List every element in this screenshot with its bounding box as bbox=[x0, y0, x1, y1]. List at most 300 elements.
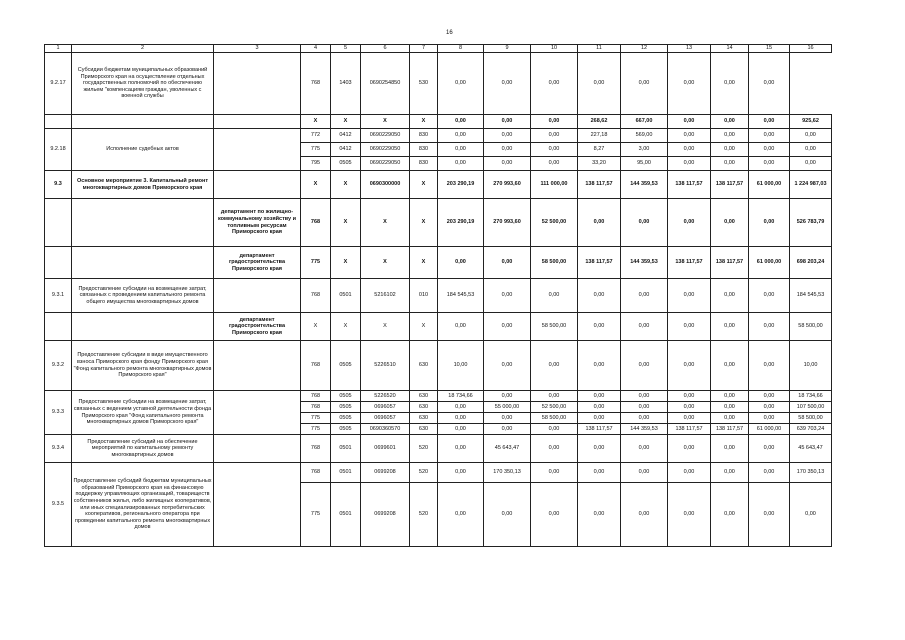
value-cell: 0,00 bbox=[621, 483, 668, 547]
value-cell: 203 290,19 bbox=[438, 199, 484, 247]
value-cell: 111 000,00 bbox=[531, 171, 578, 199]
value-cell: 10,00 bbox=[790, 341, 832, 391]
value-cell: 768 bbox=[301, 341, 331, 391]
value-cell: 61 000,00 bbox=[749, 424, 790, 435]
value-cell: 138 117,57 bbox=[668, 247, 711, 279]
table-row bbox=[45, 391, 832, 402]
value-cell: 0,00 bbox=[484, 247, 531, 279]
value-cell: 3,00 bbox=[621, 143, 668, 157]
value-cell: 0,00 bbox=[711, 391, 749, 402]
value-cell: 925,62 bbox=[790, 115, 832, 129]
value-cell: 0,00 bbox=[668, 279, 711, 313]
value-cell: 0,00 bbox=[531, 391, 578, 402]
value-cell: 0,00 bbox=[711, 129, 749, 143]
value-cell: 0501 bbox=[331, 463, 361, 483]
value-cell: 0696057 bbox=[361, 402, 410, 413]
value-cell: 0,00 bbox=[668, 313, 711, 341]
value-cell: 526 783,79 bbox=[790, 199, 832, 247]
responsible-cell bbox=[214, 171, 301, 199]
value-cell: 0,00 bbox=[578, 463, 621, 483]
value-cell: 1 224 987,03 bbox=[790, 171, 832, 199]
value-cell: 0,00 bbox=[749, 413, 790, 424]
responsible-cell bbox=[214, 279, 301, 313]
header-cell: 11 bbox=[578, 45, 621, 53]
value-cell: 61 000,00 bbox=[749, 171, 790, 199]
value-cell: 138 117,57 bbox=[711, 171, 749, 199]
value-cell: X bbox=[331, 171, 361, 199]
value-cell: 639 703,24 bbox=[790, 424, 832, 435]
value-cell: 0412 bbox=[331, 129, 361, 143]
value-cell: X bbox=[410, 313, 438, 341]
value-cell: 0,00 bbox=[578, 199, 621, 247]
responsible-cell bbox=[214, 129, 301, 171]
item-name-empty bbox=[72, 199, 214, 247]
item-number-empty bbox=[45, 247, 72, 279]
item-number-empty bbox=[45, 115, 72, 129]
value-cell: 0,00 bbox=[711, 413, 749, 424]
value-cell: 33,20 bbox=[578, 157, 621, 171]
responsible-cell bbox=[214, 341, 301, 391]
value-cell: 795 bbox=[301, 157, 331, 171]
value-cell: 138 117,57 bbox=[668, 424, 711, 435]
value-cell: 0,00 bbox=[578, 483, 621, 547]
header-cell: 10 bbox=[531, 45, 578, 53]
header-cell: 1 bbox=[45, 45, 72, 53]
header-cell: 7 bbox=[410, 45, 438, 53]
value-cell: X bbox=[331, 115, 361, 129]
value-cell: 698 203,24 bbox=[790, 247, 832, 279]
responsible-cell: департамент градостроительства Приморского края bbox=[214, 247, 301, 279]
value-cell: 0,00 bbox=[484, 143, 531, 157]
value-cell: 0,00 bbox=[668, 115, 711, 129]
responsible-cell bbox=[214, 463, 301, 547]
value-cell: 830 bbox=[410, 129, 438, 143]
value-cell: 630 bbox=[410, 413, 438, 424]
responsible-cell bbox=[214, 53, 301, 115]
header-cell: 16 bbox=[790, 45, 832, 53]
value-cell: 0505 bbox=[331, 157, 361, 171]
value-cell: 0,00 bbox=[531, 143, 578, 157]
value-cell: 010 bbox=[410, 279, 438, 313]
value-cell: 0,00 bbox=[668, 199, 711, 247]
value-cell: 775 bbox=[301, 483, 331, 547]
value-cell: 630 bbox=[410, 424, 438, 435]
value-cell: 775 bbox=[301, 143, 331, 157]
value-cell: 0,00 bbox=[578, 413, 621, 424]
value-cell: 0,00 bbox=[749, 115, 790, 129]
item-number: 9.3.1 bbox=[45, 279, 72, 313]
value-cell: 138 117,57 bbox=[578, 424, 621, 435]
value-cell: 52 500,00 bbox=[531, 199, 578, 247]
value-cell: 0,00 bbox=[438, 463, 484, 483]
value-cell: 0,00 bbox=[749, 313, 790, 341]
value-cell: 5226520 bbox=[361, 391, 410, 402]
value-cell: 0,00 bbox=[484, 341, 531, 391]
value-cell: 0,00 bbox=[621, 199, 668, 247]
value-cell: 0,00 bbox=[438, 424, 484, 435]
header-cell: 15 bbox=[749, 45, 790, 53]
value-cell: 0,00 bbox=[668, 483, 711, 547]
value-cell: 0,00 bbox=[578, 402, 621, 413]
responsible-cell: департамент по жилищно-коммунальному хозяйству и топливным ресурсам Приморского края bbox=[214, 199, 301, 247]
value-cell: 0,00 bbox=[668, 463, 711, 483]
header-cell: 8 bbox=[438, 45, 484, 53]
value-cell: 0,00 bbox=[484, 53, 531, 115]
value-cell: 0,00 bbox=[711, 199, 749, 247]
value-cell: 0,00 bbox=[621, 53, 668, 115]
value-cell: 0,00 bbox=[531, 53, 578, 115]
value-cell: 630 bbox=[410, 341, 438, 391]
value-cell: 0699601 bbox=[361, 435, 410, 463]
value-cell: 0,00 bbox=[749, 483, 790, 547]
value-cell: 1403 bbox=[331, 53, 361, 115]
value-cell: 0,00 bbox=[578, 279, 621, 313]
value-cell: 0,00 bbox=[749, 435, 790, 463]
value-cell: 8,27 bbox=[578, 143, 621, 157]
value-cell: 52 500,00 bbox=[531, 402, 578, 413]
value-cell: 0690229050 bbox=[361, 157, 410, 171]
table-row bbox=[45, 435, 832, 463]
item-name: Субсидии бюджетам муниципальных образований Приморского края на осуществление отдельных государственных полномочий по обеспечению жильем "компенсациям граждан, уволенных с военной службы bbox=[72, 53, 214, 115]
item-name: Предоставление субсидий бюджетам муниципальных образований Приморского края на финансовую поддержку управляющих организаций, товариществ собственников жилья, либо жилищных кооперативов, или иных специализированных потребительских кооперативов, регионального оператора при проведении капитального ремонта многоквартирных домов bbox=[72, 463, 214, 547]
value-cell: 0,00 bbox=[668, 157, 711, 171]
value-cell: 775 bbox=[301, 413, 331, 424]
value-cell: 0,00 bbox=[621, 463, 668, 483]
value-cell: 772 bbox=[301, 129, 331, 143]
item-name: Предоставление субсидии на возмещение затрат, связанных с проведением капитального ремонта общего имущества многоквартирных домов bbox=[72, 279, 214, 313]
value-cell: 0,00 bbox=[531, 129, 578, 143]
value-cell: 270 993,60 bbox=[484, 171, 531, 199]
header-cell: 9 bbox=[484, 45, 531, 53]
value-cell: 0,00 bbox=[668, 435, 711, 463]
value-cell: 0501 bbox=[331, 435, 361, 463]
responsible-cell bbox=[214, 435, 301, 463]
item-name: Предоставление субсидии в виде имущественного взноса Приморского края фонду Приморского края "Фонд капитального ремонта многоквартирных домов Приморского края" bbox=[72, 341, 214, 391]
item-name: Исполнение судебных актов bbox=[72, 129, 214, 171]
value-cell: 0412 bbox=[331, 143, 361, 157]
value-cell: 0,00 bbox=[711, 157, 749, 171]
value-cell: 630 bbox=[410, 391, 438, 402]
value-cell: 0,00 bbox=[790, 157, 832, 171]
table-row bbox=[45, 171, 832, 199]
value-cell: 0690254850 bbox=[361, 53, 410, 115]
table-row bbox=[45, 129, 832, 143]
value-cell: 268,62 bbox=[578, 115, 621, 129]
value-cell: X bbox=[361, 247, 410, 279]
value-cell: 0,00 bbox=[484, 391, 531, 402]
value-cell: 0,00 bbox=[749, 279, 790, 313]
value-cell: 0,00 bbox=[484, 424, 531, 435]
value-cell: 0,00 bbox=[668, 129, 711, 143]
item-name-empty bbox=[72, 115, 214, 129]
value-cell: 58 500,00 bbox=[531, 247, 578, 279]
value-cell: 667,00 bbox=[621, 115, 668, 129]
value-cell: 0,00 bbox=[711, 483, 749, 547]
value-cell: 144 359,53 bbox=[621, 247, 668, 279]
item-number: 9.3.3 bbox=[45, 391, 72, 435]
value-cell: 170 350,13 bbox=[484, 463, 531, 483]
value-cell: 0,00 bbox=[668, 143, 711, 157]
item-number-empty bbox=[45, 199, 72, 247]
value-cell: 520 bbox=[410, 435, 438, 463]
value-cell: 0,00 bbox=[749, 391, 790, 402]
value-cell: 0,00 bbox=[438, 402, 484, 413]
value-cell: 5216102 bbox=[361, 279, 410, 313]
item-name-empty bbox=[72, 313, 214, 341]
value-cell: X bbox=[331, 199, 361, 247]
value-cell: X bbox=[331, 313, 361, 341]
value-cell: 830 bbox=[410, 143, 438, 157]
value-cell: 630 bbox=[410, 402, 438, 413]
value-cell: 768 bbox=[301, 391, 331, 402]
value-cell: X bbox=[361, 313, 410, 341]
value-cell: 520 bbox=[410, 483, 438, 547]
value-cell: 0,00 bbox=[484, 313, 531, 341]
value-cell: 0,00 bbox=[438, 115, 484, 129]
value-cell: 0,00 bbox=[484, 115, 531, 129]
responsible-cell bbox=[214, 391, 301, 435]
table-row bbox=[45, 199, 832, 247]
item-number: 9.3.5 bbox=[45, 463, 72, 547]
value-cell: 18 734,66 bbox=[438, 391, 484, 402]
value-cell: 768 bbox=[301, 463, 331, 483]
value-cell: 0,00 bbox=[531, 483, 578, 547]
header-cell: 5 bbox=[331, 45, 361, 53]
value-cell: 0,00 bbox=[749, 143, 790, 157]
header-cell: 14 bbox=[711, 45, 749, 53]
value-cell: 768 bbox=[301, 53, 331, 115]
table-row bbox=[45, 463, 832, 483]
value-cell: 0,00 bbox=[711, 313, 749, 341]
item-name: Предоставление субсидий на обеспечение мероприятий по капитальному ремонту многоквартирных домов bbox=[72, 435, 214, 463]
value-cell: X bbox=[301, 171, 331, 199]
page-number: 16 bbox=[446, 30, 453, 36]
value-cell: 58 500,00 bbox=[531, 313, 578, 341]
value-cell: 775 bbox=[301, 424, 331, 435]
value-cell: 138 117,57 bbox=[711, 424, 749, 435]
value-cell: 530 bbox=[410, 53, 438, 115]
budget-table bbox=[44, 44, 832, 547]
value-cell: 0505 bbox=[331, 424, 361, 435]
value-cell: 768 bbox=[301, 279, 331, 313]
header-cell: 13 bbox=[668, 45, 711, 53]
value-cell: 0,00 bbox=[484, 413, 531, 424]
item-number: 9.2.18 bbox=[45, 129, 72, 171]
header-row bbox=[45, 45, 832, 53]
value-cell: 0,00 bbox=[438, 157, 484, 171]
value-cell: 0690360570 bbox=[361, 424, 410, 435]
value-cell: 0,00 bbox=[531, 115, 578, 129]
value-cell: 0,00 bbox=[668, 53, 711, 115]
responsible-cell bbox=[214, 115, 301, 129]
value-cell: 107 500,00 bbox=[790, 402, 832, 413]
value-cell: 0696057 bbox=[361, 413, 410, 424]
value-cell: 520 bbox=[410, 463, 438, 483]
value-cell: 0,00 bbox=[578, 391, 621, 402]
value-cell: 184 545,53 bbox=[438, 279, 484, 313]
value-cell: 0,00 bbox=[484, 157, 531, 171]
value-cell: 0,00 bbox=[711, 115, 749, 129]
value-cell: 0,00 bbox=[484, 279, 531, 313]
value-cell: 45 643,47 bbox=[484, 435, 531, 463]
value-cell: 170 350,13 bbox=[790, 463, 832, 483]
value-cell: 0,00 bbox=[438, 53, 484, 115]
value-cell: 18 734,66 bbox=[790, 391, 832, 402]
value-cell: 138 117,57 bbox=[578, 247, 621, 279]
value-cell: 0,00 bbox=[438, 313, 484, 341]
table-row bbox=[45, 115, 832, 129]
header-cell: 4 bbox=[301, 45, 331, 53]
value-cell: 0,00 bbox=[531, 341, 578, 391]
value-cell: 0,00 bbox=[711, 143, 749, 157]
value-cell: 0,00 bbox=[621, 341, 668, 391]
value-cell: 270 993,60 bbox=[484, 199, 531, 247]
value-cell: 58 500,00 bbox=[531, 413, 578, 424]
value-cell: 138 117,57 bbox=[711, 247, 749, 279]
value-cell: 0,00 bbox=[749, 129, 790, 143]
item-number: 9.2.17 bbox=[45, 53, 72, 115]
value-cell: 830 bbox=[410, 157, 438, 171]
header-cell: 6 bbox=[361, 45, 410, 53]
value-cell: 138 117,57 bbox=[578, 171, 621, 199]
value-cell: 0,00 bbox=[484, 483, 531, 547]
value-cell: 0,00 bbox=[668, 402, 711, 413]
value-cell: 58 500,00 bbox=[790, 413, 832, 424]
value-cell: 0,00 bbox=[438, 435, 484, 463]
value-cell: 0,00 bbox=[531, 157, 578, 171]
value-cell: 0505 bbox=[331, 413, 361, 424]
value-cell: 0505 bbox=[331, 391, 361, 402]
value-cell: 0,00 bbox=[438, 247, 484, 279]
value-cell: 0690229050 bbox=[361, 129, 410, 143]
value-cell: 0,00 bbox=[578, 313, 621, 341]
value-cell: 0,00 bbox=[531, 424, 578, 435]
value-cell: 45 643,47 bbox=[790, 435, 832, 463]
value-cell: 0,00 bbox=[749, 402, 790, 413]
value-cell: X bbox=[301, 313, 331, 341]
value-cell: 0,00 bbox=[749, 53, 790, 115]
value-cell: X bbox=[331, 247, 361, 279]
value-cell: 58 500,00 bbox=[790, 313, 832, 341]
value-cell: 0,00 bbox=[531, 463, 578, 483]
value-cell: X bbox=[361, 115, 410, 129]
value-cell: 0,00 bbox=[578, 435, 621, 463]
value-cell: 203 290,19 bbox=[438, 171, 484, 199]
value-cell: 0,00 bbox=[621, 435, 668, 463]
table-row bbox=[45, 279, 832, 313]
value-cell: 55 000,00 bbox=[484, 402, 531, 413]
value-cell: 0,00 bbox=[438, 143, 484, 157]
value-cell: 5226510 bbox=[361, 341, 410, 391]
value-cell: 0,00 bbox=[711, 279, 749, 313]
value-cell: 768 bbox=[301, 402, 331, 413]
value-cell: 0,00 bbox=[438, 483, 484, 547]
header-cell: 12 bbox=[621, 45, 668, 53]
value-cell: 144 359,53 bbox=[621, 171, 668, 199]
value-cell: X bbox=[361, 199, 410, 247]
value-cell: 0,00 bbox=[749, 341, 790, 391]
table-row bbox=[45, 53, 832, 115]
value-cell: 0,00 bbox=[531, 279, 578, 313]
value-cell: 0,00 bbox=[749, 157, 790, 171]
value-cell: 0,00 bbox=[531, 435, 578, 463]
value-cell: 0,00 bbox=[621, 313, 668, 341]
responsible-cell: департамент градостроительства Приморского края bbox=[214, 313, 301, 341]
item-number: 9.3 bbox=[45, 171, 72, 199]
item-name: Предоставление субсидии на возмещение затрат, связанных с ведением уставной деятельности фонда Приморского края "Фонд капитального ремонта многоквартирных домов Приморского края" bbox=[72, 391, 214, 435]
value-cell: 0,00 bbox=[578, 53, 621, 115]
value-cell: 0,00 bbox=[790, 483, 832, 547]
value-cell: X bbox=[410, 247, 438, 279]
value-cell: 0,00 bbox=[668, 341, 711, 391]
value-cell: 95,00 bbox=[621, 157, 668, 171]
value-cell: 0,00 bbox=[711, 463, 749, 483]
item-number: 9.3.2 bbox=[45, 341, 72, 391]
value-cell: 0501 bbox=[331, 279, 361, 313]
value-cell: 0,00 bbox=[484, 129, 531, 143]
value-cell: 0,00 bbox=[668, 391, 711, 402]
value-cell: 0,00 bbox=[749, 463, 790, 483]
item-name: Основное мероприятие 3. Капитальный ремонт многоквартирных домов Приморского края bbox=[72, 171, 214, 199]
value-cell: X bbox=[410, 115, 438, 129]
table-row bbox=[45, 313, 832, 341]
value-cell: 61 000,00 bbox=[749, 247, 790, 279]
value-cell: X bbox=[301, 115, 331, 129]
value-cell: 0505 bbox=[331, 402, 361, 413]
value-cell: 0505 bbox=[331, 341, 361, 391]
value-cell: 0,00 bbox=[621, 279, 668, 313]
value-cell: 0,00 bbox=[438, 129, 484, 143]
value-cell: 768 bbox=[301, 435, 331, 463]
value-cell: X bbox=[410, 171, 438, 199]
value-cell: 768 bbox=[301, 199, 331, 247]
value-cell: 138 117,57 bbox=[668, 171, 711, 199]
value-cell: 184 545,53 bbox=[790, 279, 832, 313]
value-cell: 0,00 bbox=[711, 435, 749, 463]
value-cell: 0699208 bbox=[361, 483, 410, 547]
item-number-empty bbox=[45, 313, 72, 341]
value-cell: 775 bbox=[301, 247, 331, 279]
value-cell: 0699208 bbox=[361, 463, 410, 483]
header-cell: 3 bbox=[214, 45, 301, 53]
value-cell: 0,00 bbox=[438, 413, 484, 424]
value-cell: 0,00 bbox=[621, 413, 668, 424]
value-cell: 0,00 bbox=[790, 143, 832, 157]
value-cell: 0690229050 bbox=[361, 143, 410, 157]
value-cell: 0,00 bbox=[578, 341, 621, 391]
table-row bbox=[45, 341, 832, 391]
item-name-empty bbox=[72, 247, 214, 279]
value-cell: 0,00 bbox=[668, 413, 711, 424]
value-cell: 0690300000 bbox=[361, 171, 410, 199]
value-cell: X bbox=[410, 199, 438, 247]
item-number: 9.3.4 bbox=[45, 435, 72, 463]
value-cell: 0,00 bbox=[711, 402, 749, 413]
value-cell: 0,00 bbox=[749, 199, 790, 247]
value-cell: 10,00 bbox=[438, 341, 484, 391]
header-cell: 2 bbox=[72, 45, 214, 53]
value-cell: 0,00 bbox=[711, 341, 749, 391]
value-cell: 227,18 bbox=[578, 129, 621, 143]
value-cell: 144 359,53 bbox=[621, 424, 668, 435]
value-cell: 569,00 bbox=[621, 129, 668, 143]
table-row bbox=[45, 247, 832, 279]
value-cell: 0501 bbox=[331, 483, 361, 547]
value-cell: 0,00 bbox=[621, 391, 668, 402]
value-cell: 0,00 bbox=[621, 402, 668, 413]
value-cell: 0,00 bbox=[790, 129, 832, 143]
value-cell: 0,00 bbox=[711, 53, 749, 115]
